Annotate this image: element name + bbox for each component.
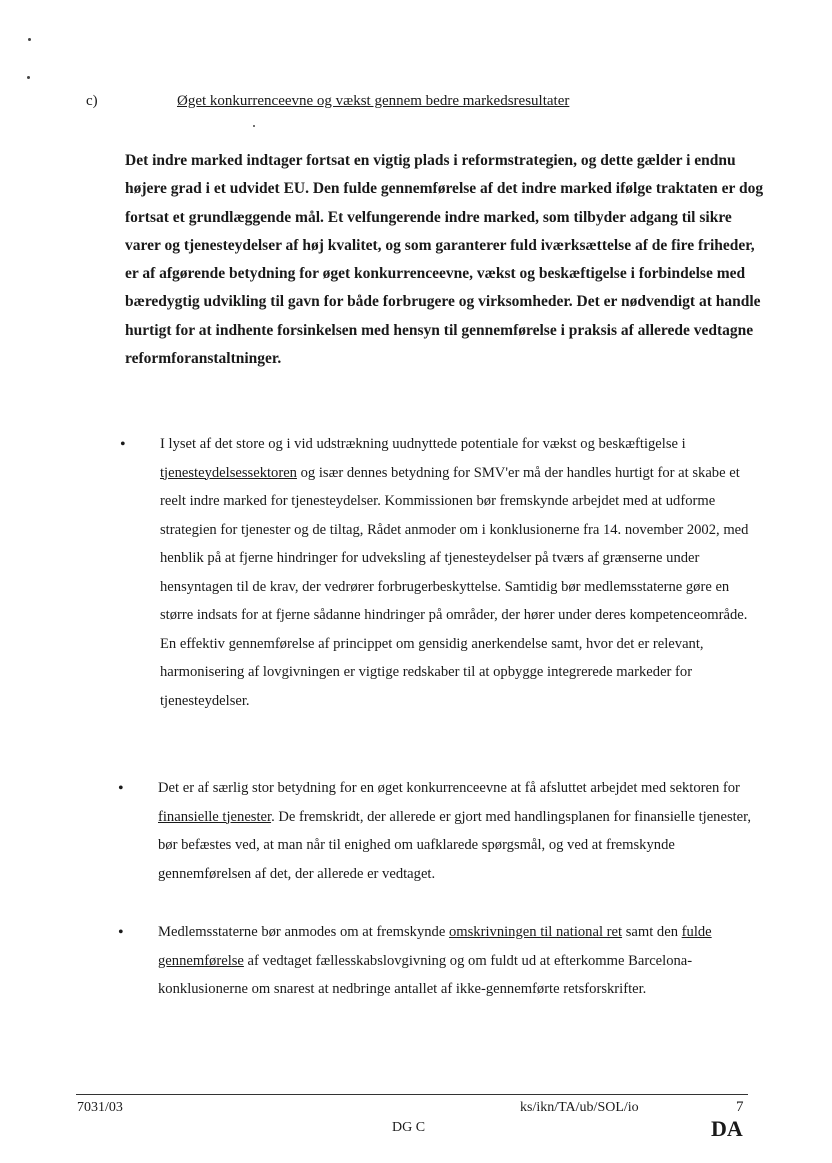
footer-divider bbox=[76, 1094, 748, 1095]
scan-speck bbox=[28, 38, 31, 41]
section-title: Øget konkurrenceevne og vækst gennem bedre markedsresultater bbox=[177, 93, 570, 109]
bullet-text-segment: og især dennes betydning for SMV'er må der handles hurtigt for at skabe et reelt indre marked for tjenesteydelser. Kommissionen bør fremskynde arbejdet med at udforme strategien for tjenester og de tiltag, Rådet anmoder om i konklusionerne fra 14. november 2002, med henblik på at fjerne hindringer for udveksling af tjenesteydelser på tværs af grænserne under hensyntagen til de krav, der vedrører forbrugerbeskyttelse. Samtidig bør medlemsstaterne gøre en større indsats for at fjerne sådanne hindringer på områder, der hører under deres kompetenceområde. En effektiv gennemførelse af princippet om gensidig anerkendelse samt, hvor det er relevant, harmonisering af lovgivningen er vigtige redskaber til at opbygge integrerede markeder for tjenesteydelser. bbox=[160, 464, 749, 709]
bullet-text-segment: . De fremskridt, der allerede er gjort med handlingsplanen for finansielle tjenester, bør befæstes ved, at man når til enighed om uafklarede spørgsmål, og ved at fremskynde gennemførelsen af det, der allerede er vedtaget. bbox=[158, 808, 752, 882]
underlined-term: omskrivningen til national ret bbox=[448, 924, 623, 940]
bullet-text bbox=[158, 918, 753, 1004]
doc-number: 7031/03 bbox=[77, 1100, 123, 1115]
underlined-term: finansielle tjenester bbox=[158, 808, 272, 825]
directorate-general: DG C bbox=[392, 1120, 426, 1135]
bullet-text bbox=[160, 430, 755, 715]
bullet-text-segment: af vedtaget fællesskabslovgivning og om fuldt ud at efterkomme Barcelona-konklusionerne om snarest at nedbringe antallet af ikke-gennemførte retsforskrifter. bbox=[158, 952, 693, 997]
author-initials: ks/ikn/TA/ub/SOL/io bbox=[520, 1100, 639, 1115]
bullet-text-segment: Det er af særlig stor betydning for en øget konkurrenceevne at få afsluttet arbejdet med sektoren for bbox=[158, 780, 740, 796]
bullet-text bbox=[158, 774, 753, 888]
underlined-term: tjenesteydelsessektoren bbox=[160, 464, 297, 481]
bullet-text-segment: Medlemsstaterne bør anmodes om at fremskynde bbox=[158, 924, 449, 940]
scan-speck bbox=[253, 125, 255, 127]
bullet-icon: • bbox=[120, 436, 126, 453]
intro-paragraph: Det indre marked indtager fortsat en vigtig plads i reformstrategien, og dette gælder i endnu højere grad i et udvidet EU. Den fulde gennemførelse af det indre marked ifølge traktaten er dog fortsat et grundlæggende mål. Et velfungerende indre marked, som tilbyder adgang til sikre varer og tjenesteydelser af høj kvalitet, og som garanterer fuld iværksættelse af de fire friheder, er af afgørende betydning for øget konkurrenceevne, vækst og beskæftigelse i forbindelse med bæredygtig udvikling til gavn for både forbrugere og virksomheder. Det er nødvendigt at handle hurtigt for at indhente forsinkelsen med hensyn til gennemførelse i praksis af allerede vedtagne reformforanstaltninger. bbox=[125, 152, 764, 368]
bullet-text-segment: I lyset af det store og i vid udstrækning uudnyttede potentiale for vækst og beskæftigelse i bbox=[160, 436, 686, 452]
section-letter: c) bbox=[86, 93, 98, 109]
underlined-term: fulde gennemførelse bbox=[158, 924, 712, 969]
bullet-icon: • bbox=[118, 780, 124, 797]
bullet-icon: • bbox=[118, 924, 124, 941]
bullet-text-segment: samt den bbox=[622, 924, 682, 940]
page-number: 7 bbox=[736, 1099, 744, 1115]
scan-speck bbox=[27, 76, 30, 79]
language-code: DA bbox=[711, 1116, 743, 1141]
